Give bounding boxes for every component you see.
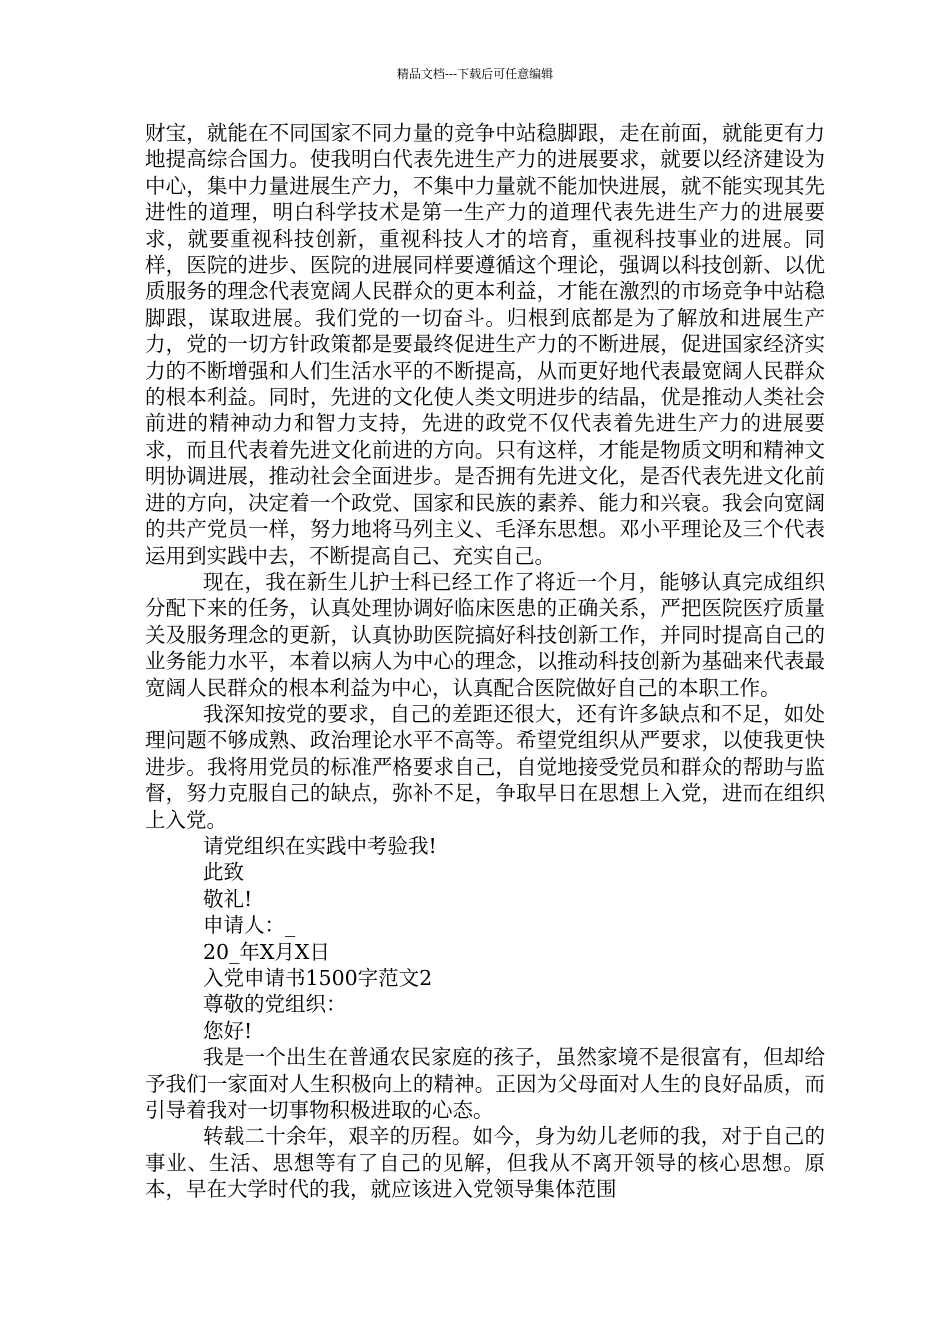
paragraph: 入党申请书1500字范文2 — [203, 966, 433, 990]
paragraph: 尊敬的党组织： — [203, 992, 347, 1017]
paragraph: 我是一个出生在普通农民家庭的孩子，虽然家境不是很富有，但却给予我们一家面对人生积极向上的精神。正因为父母面对人生的良好品质，而引导着我对一切事物积极进取的心态。 — [145, 1045, 825, 1123]
paragraph: 申请人：_ — [203, 913, 296, 938]
paragraph: 敬礼! — [203, 886, 253, 911]
paragraph: 转载二十余年，艰辛的历程。如今，身为幼儿老师的我，对于自己的事业、生活、思想等有了自己的见解，但我从不离开领导的核心思想。原本，早在大学时代的我，就应该进入党领导集体范围 — [145, 1124, 825, 1202]
paragraph: 我深知按党的要求，自己的差距还很大，还有许多缺点和不足，如处理问题不够成熟、政治理论水平不高等。希望党组织从严要求，以使我更快进步。我将用党员的标准严格要求自己，自觉地接受党员和群众的帮助与监督，努力克服自己的缺点，弥补不足，争取早日在思想上入党，进而在组织上入党。 — [145, 701, 825, 832]
paragraph: 财宝，就能在不同国家不同力量的竞争中站稳脚跟，走在前面，就能更有力地提高综合国力。使我明白代表先进生产力的进展要求，就要以经济建设为中心，集中力量进展生产力，不集中力量就不能加快进展，就不能实现其先进性的道理，明白科学技术是第一生产力的道理代表先进生产力的进展要求，就要重视科技创新，重视科技人才的培育，重视科技事业的进展。同样，医院的进步、医院的进展同样要遵循这个理论，强调以科技创新、以优质服务的理念代表宽阔人民群众的更本利益，才能在激烈的市场竞争中站稳脚跟，谋取进展。我们党的一切奋斗。归根到底都是为了解放和进展生产力，党的一切方针政策都是要最终促进生产力的不断进展，促进国家经济实力的不断增强和人们生活水平的不断提高，从而更好地代表最宽阔人民群众的根本利益。同时，先进的文化使人类文明进步的结晶，优是推动人类社会前进的精神动力和智力支持，先进的政党不仅代表着先进生产力的进展要求，而且代表着先进文化前进的方向。只有这样，才能是物质文明和精神文明协调进展，推动社会全面进步。是否拥有先进文化，是否代表先进文化前进的方向，决定着一个政党、国家和民族的素养、能力和兴衰。我会向宽阔的共产党员一样，努力地将马列主义、毛泽东思想。邓小平理论及三个代表运用到实践中去，不断提高自己、充实自己。 — [145, 121, 825, 568]
paragraph: 请党组织在实践中考验我! — [203, 833, 437, 858]
paragraph: 您好! — [203, 1018, 253, 1043]
document-body — [145, 120, 825, 1203]
page-header: 精品文档---下载后可任意编辑 — [396, 67, 554, 81]
paragraph: 20_年X月X日 — [203, 939, 331, 964]
paragraph: 此致 — [203, 860, 244, 885]
paragraph: 现在，我在新生儿护士科已经工作了将近一个月，能够认真完成组织分配下来的任务，认真处理协调好临床医患的正确关系，严把医院医疗质量关及服务理念的更新，认真协助医院搞好科技创新工作，并同时提高自己的业务能力水平，本着以病人为中心的理念，以推动科技创新为基础来代表最宽阔人民群众的根本利益为中心，认真配合医院做好自己的本职工作。 — [145, 569, 825, 700]
